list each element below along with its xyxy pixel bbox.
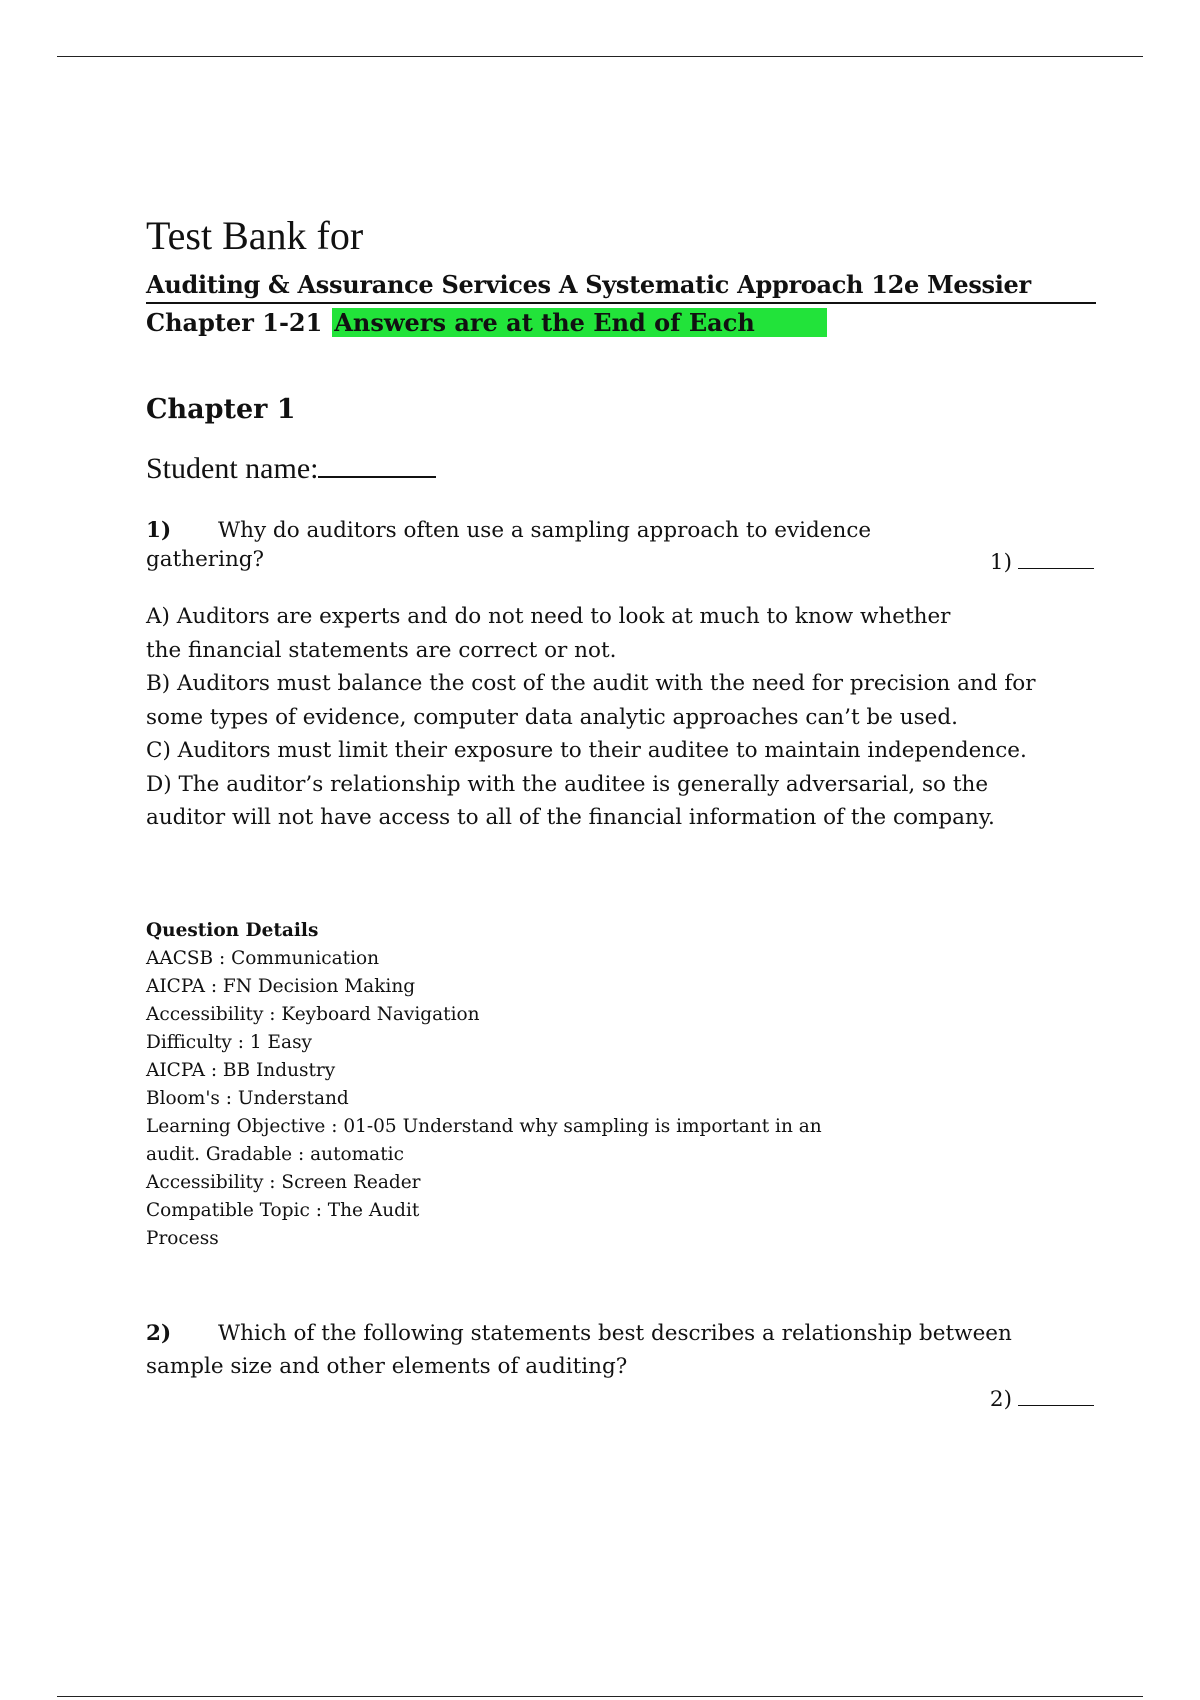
student-name-label: Student name:: [146, 452, 319, 485]
detail-row: Bloom's : Understand: [146, 1087, 349, 1109]
detail-row: Accessibility : Keyboard Navigation: [146, 1003, 480, 1025]
document-body: [146, 212, 1096, 1412]
detail-row: AICPA : BB Industry: [146, 1059, 336, 1081]
option-d[interactable]: [146, 768, 1096, 835]
top-rule: [57, 56, 1143, 57]
chapter-range-line: [146, 306, 1096, 340]
question-2-text: [146, 1317, 1096, 1384]
question-2-answer-blank[interactable]: [1018, 1387, 1094, 1406]
question-2: [146, 1317, 1096, 1412]
detail-row: AACSB : Communication: [146, 947, 380, 969]
question-1-options: [146, 600, 1096, 835]
detail-row: Learning Objective : 01-05 Understand why sampling is important in an: [146, 1115, 822, 1137]
question-2-text-line1: Which of the following statements best describes a relationship between: [218, 1320, 1012, 1346]
chapter-heading: Chapter 1: [146, 394, 296, 425]
question-1-text: [146, 516, 906, 574]
option-a[interactable]: [146, 600, 1096, 667]
option-c[interactable]: [146, 734, 1096, 768]
option-a-line2: the financial statements are correct or not.: [146, 637, 617, 663]
student-name-blank[interactable]: [318, 450, 436, 478]
question-1-answer-blank[interactable]: [1018, 550, 1094, 569]
question-1: [146, 516, 1096, 574]
option-c-line1: C) Auditors must limit their exposure to their auditee to maintain independence.: [146, 738, 1027, 763]
detail-row: Process: [146, 1227, 219, 1249]
question-1-details: [146, 917, 1096, 1253]
question-details-heading: Question Details: [146, 919, 319, 941]
question-2-answer-slot[interactable]: [990, 1385, 1094, 1414]
student-name-row: [146, 450, 1096, 488]
question-2-answer-label: 2): [989, 1386, 1012, 1412]
detail-row: Difficulty : 1 Easy: [146, 1031, 313, 1053]
option-b-line2: some types of evidence, computer data analytic approaches can’t be used.: [146, 704, 958, 730]
question-1-answer-slot[interactable]: [990, 548, 1094, 577]
question-1-text-line1: Why do auditors often use a sampling approach to evidence: [218, 518, 872, 543]
question-2-number: 2): [146, 1320, 172, 1346]
book-title: Auditing & Assurance Services A Systematic Approach 12e Messier: [146, 270, 1096, 304]
option-a-line1: A) Auditors are experts and do not need to look at much to know whether: [146, 604, 951, 629]
option-b[interactable]: [146, 667, 1096, 734]
option-d-line1: D) The auditor’s relationship with the auditee is generally adversarial, so the: [146, 771, 989, 797]
question-1-number: 1): [146, 518, 172, 543]
option-d-line2: auditor will not have access to all of the financial information of the company.: [146, 805, 995, 830]
detail-row: audit. Gradable : automatic: [146, 1143, 404, 1165]
question-1-answer-label: 1): [989, 550, 1012, 575]
detail-row: Accessibility : Screen Reader: [146, 1171, 421, 1193]
detail-row: Compatible Topic : The Audit: [146, 1199, 420, 1221]
detail-row: AICPA : FN Decision Making: [146, 975, 416, 997]
option-b-line1: B) Auditors must balance the cost of the audit with the need for precision and for: [146, 671, 1036, 696]
document-title: Test Bank for: [146, 213, 364, 258]
answers-note-highlight: Answers are at the End of Each: [332, 308, 826, 337]
question-1-text-line2: gathering?: [146, 547, 265, 572]
bottom-rule: [57, 1696, 1143, 1697]
chapter-range: Chapter 1-21: [146, 308, 323, 337]
question-2-text-line2: sample size and other elements of auditing?: [146, 1354, 628, 1379]
